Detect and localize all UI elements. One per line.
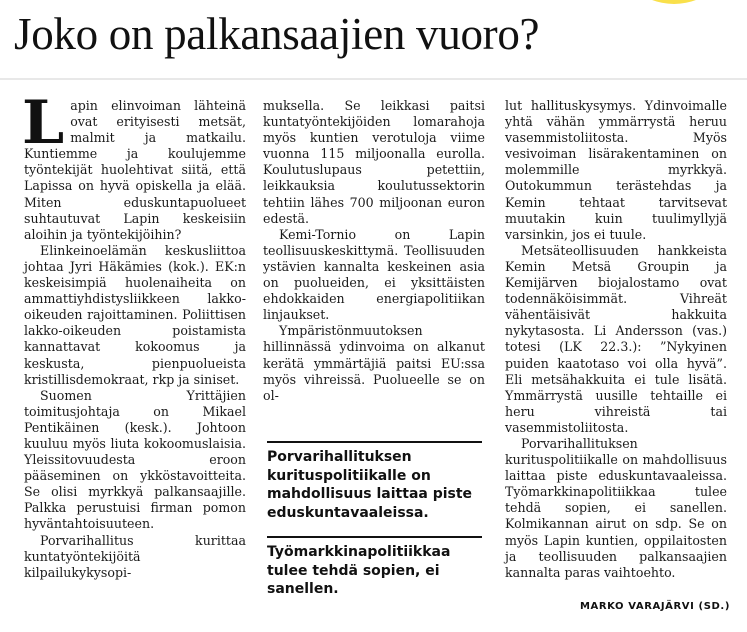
paragraph: Porvarihallituksen kurituspolitiikalle on mahdollisuus laittaa piste eduskuntavaaleissa. Työmarkkinapolitiikkaa tulee tehdä sopien, ei sanellen. Kolmikannan airut on sdp. Se on myös Lapin kuntien, oppilaitosten ja teollisuuden palkansaajien kannalta paras vaihtoehto. [505,435,727,580]
article-column-1 [22,88,246,581]
paragraph: lut hallituskysymys. Ydinvoimalle yhtä vähän ymmärrystä heruu vasemmistoliitosta. Myös vesivoiman lisärakentaminen on molemmille myrkkyä. Outokummun terästehdas ja Kemin tehtaat tarvitsevat muutakin kuin tuulimyllyjä varsinkin, jos ei tuule. [505,98,727,242]
paragraph: Elinkeinoelämän keskusliittoa johtaa Jyri Häkämies (kok.). EK:n keskeisimpiä huolenaiheita on ammattiyhdistysliikkeen lakko-oikeuden rajoittaminen. Poliittisen lakko-oikeuden poistamista kannattavat kokoomus ja keskusta, pienpuolueista kristillisdemokraat, rkp ja siniset. [24,242,246,387]
pullquote-2: Työmarkkinapolitiikkaa tulee tehdä sopien, ei sanellen. [267,544,451,598]
paragraph: Porvarihallitus kurittaa kuntatyöntekijöitä kilpailukykysopi- [24,532,246,580]
author-signature: MARKO VARAJÄRVI (SD.) [579,601,730,612]
article-headline: Joko on palkansaajien vuoro? [14,9,540,59]
pullquote-rule [267,441,482,443]
pullquote-1: Porvarihallituksen kurituspolitiikalle on mahdollisuus laittaa piste eduskuntavaaleissa. [267,449,473,522]
pullquote-rule [267,536,482,538]
paragraph: Metsäteollisuuden hankkeista Kemin Metsä Groupin ja Kemijärven biojalostamo ovat todennäköisimmät. Vihreät vähentäisivät hakkuita nykytasosta. Li Andersson (vas.) totesi (LK 22.3.): ”Nykyinen puiden kaatotaso voi olla hyvä”. Eli metsähakkuita ei tule lisätä. Ymmärrystä uusille tehtaille ei heru vihreistä tai vasemmistoliitosta. [505,242,727,435]
paragraph: Suomen Yrittäjien toimitusjohtaja on Mikael Pentikäinen (kesk.). Johtoon kuuluu myös liuta kokoomuslaisia. Yleissitovuudesta eroon pääseminen on ykköstavoitteita. Se olisi myrkkyä palkansaajille. Palkka perustuisi firman pomon hyväntahtoisuuteen. [24,387,246,532]
paragraph: Kemi-Tornio on Lapin teollisuuskeskittymä. Teollisuuden ystävien kannalta keskeinen asia on puolueiden, ei yksittäisten ehdokkaiden energiapolitiikan linjaukset. [263,226,485,323]
header-divider [0,78,747,80]
yellow-sun-decoration [612,0,736,4]
paragraph: Ympäristönmuutoksen hillinnässä ydinvoima on alkanut kerätä ymmärtäjiä paitsi EU:ssa myös vihreissä. Puolueelle se on ol- [263,323,485,403]
article-column-3 [505,98,727,581]
article-column-2 [263,98,485,404]
drop-cap: L [22,88,65,158]
paragraph: Lapin elinvoiman lähteinä ovat erityisesti metsät, malmit ja matkailu. Kuntiemme ja koulujemme työntekijät huolehtivat siitä, että Lapissa on hyvä opiskella ja elää. Miten eduskuntapuolueet suhtautuvat Lapin keskeisiin aloihin ja työntekijöihin? [22,88,246,242]
paragraph: muksella. Se leikkasi paitsi kuntatyöntekijöiden lomarahoja myös kuntien verotuloja viime vuonna 115 miljoonalla eurolla. Koulutuslupaus petettiin, leikkauksia koulutussektorin tehtiin lähes 700 miljoonan euron edestä. [263,98,485,226]
